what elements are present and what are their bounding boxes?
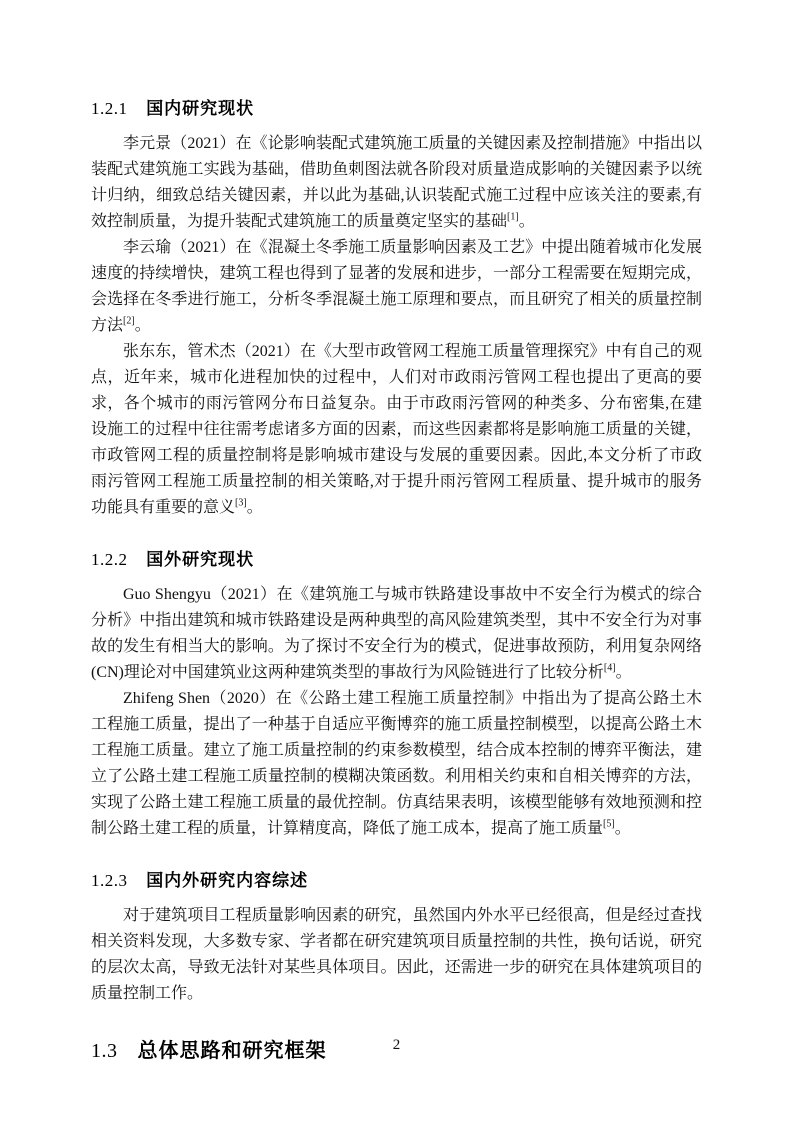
citation-reference: [1] — [507, 211, 519, 223]
paragraph-text: 李元景（2021）在《论影响装配式建筑施工质量的关键因素及控制措施》中指出以装配式建筑施工实践为基础，借助鱼刺图法就各阶段对质量造成影响的关键因素予以统计归纳，细致总结关键因素，并以此为基础,认识装配式施工过程中应该关注的要素,有效控制质量，为提升装配式建筑施工的质量奠定坚实的基础 — [91, 135, 702, 230]
paragraph-text: 。 — [614, 820, 631, 837]
paragraph-text: Zhifeng Shen（2020）在《公路土建工程施工质量控制》中指出为了提高公路土木工程施工质量，提出了一种基于自适应平衡博弈的施工质量控制模型，以提高公路土木工程施工质量。建立了施工质量控制的约束参数模型，结合成本控制的博弈平衡法，建立了公路土建工程施工质量控制的模糊决策函数。利用相关约束和自相关博弈的方法，实现了公路土建工程施工质量的最优控制。仿真结果表明，该模型能够有效地预测和控制公路土建工程的质量，计算精度高，降低了施工成本，提高了施工质量 — [91, 690, 702, 837]
citation-reference: [2] — [123, 315, 135, 327]
citation-reference: [4] — [603, 662, 616, 674]
section-title: 国内研究现状 — [146, 99, 255, 118]
paragraph-text: Guo Shengyu（2021）在《建筑施工与城市铁路建设事故中不安全行为模式的综合分析》中指出建筑和城市铁路建设是两种典型的高风险建筑类型，其中不安全行为对事故的发生有相当大的影响。为了探讨不安全行为的模式，促进事故预防，利用复杂网络(CN)理论对中国建筑业这两种建筑类型的事故行为风险链进行了比较分析 — [91, 586, 702, 681]
paragraph-text: 李云瑜（2021）在《混凝土冬季施工质量影响因素及工艺》中提出随着城市化发展速度的持续增快，建筑工程也得到了显著的发展和进步，一部分工程需要在短期完成，会选择在冬季进行施工，分析冬季混凝土施工原理和要点，而且研究了相关的质量控制方法 — [91, 239, 702, 334]
paragraph-text: 。 — [615, 664, 632, 681]
paragraph-text: 对于建筑项目工程质量影响因素的研究，虽然国内外水平已经很高，但是经过查找相关资料发现，大多数专家、学者都在研究建筑项目质量控制的共性，换句话说，研究的层次太高，导致无法针对某些具体项目。因此，还需进一步的研究在具体建筑项目的质量控制工作。 — [91, 907, 702, 1002]
page-number: 2 — [392, 1037, 401, 1053]
citation-reference: [5] — [603, 818, 615, 830]
section-title: 国外研究现状 — [146, 550, 255, 569]
paragraph — [91, 686, 702, 842]
paragraph — [91, 339, 702, 521]
section-heading-1.2.2 — [91, 548, 702, 572]
paragraph-text: 张东东，管术杰（2021）在《大型市政管网工程施工质量管理探究》中有自己的观点，近年来，城市化进程加快的过程中，人们对市政雨污管网工程也提出了更高的要求，各个城市的雨污管网分布日益复杂。由于市政雨污管网的种类多、分布密集,在建设施工的过程中往往需考虑诸多方面的因素，而这些因素都将是影响施工质量的关键，市政管网工程的质量控制将是影响城市建设与发展的重要因素。因此,本文分析了市政雨污管网工程施工质量控制的相关策略,对于提升雨污管网工程质量、提升城市的服务功能具有重要的意义 — [91, 343, 702, 516]
citation-reference: [3] — [235, 497, 247, 509]
paragraph-text: 。 — [246, 499, 263, 516]
section-number: 1.3 — [91, 1040, 118, 1062]
section-number: 1.2.3 — [91, 871, 128, 890]
section-number: 1.2.1 — [91, 99, 128, 118]
document-content — [91, 97, 702, 1065]
paragraph-text: 。 — [134, 317, 151, 334]
paragraph — [91, 235, 702, 339]
section-number: 1.2.2 — [91, 550, 128, 569]
section-title: 总体思路和研究框架 — [137, 1040, 327, 1062]
section-heading-1.2.3 — [91, 869, 702, 893]
paragraph-text: 。 — [518, 213, 535, 230]
section-title: 国内外研究内容综述 — [146, 871, 309, 890]
paragraph — [91, 131, 702, 235]
section-heading-1.2.1 — [91, 97, 702, 121]
paragraph — [91, 903, 702, 1007]
paragraph — [91, 582, 702, 686]
